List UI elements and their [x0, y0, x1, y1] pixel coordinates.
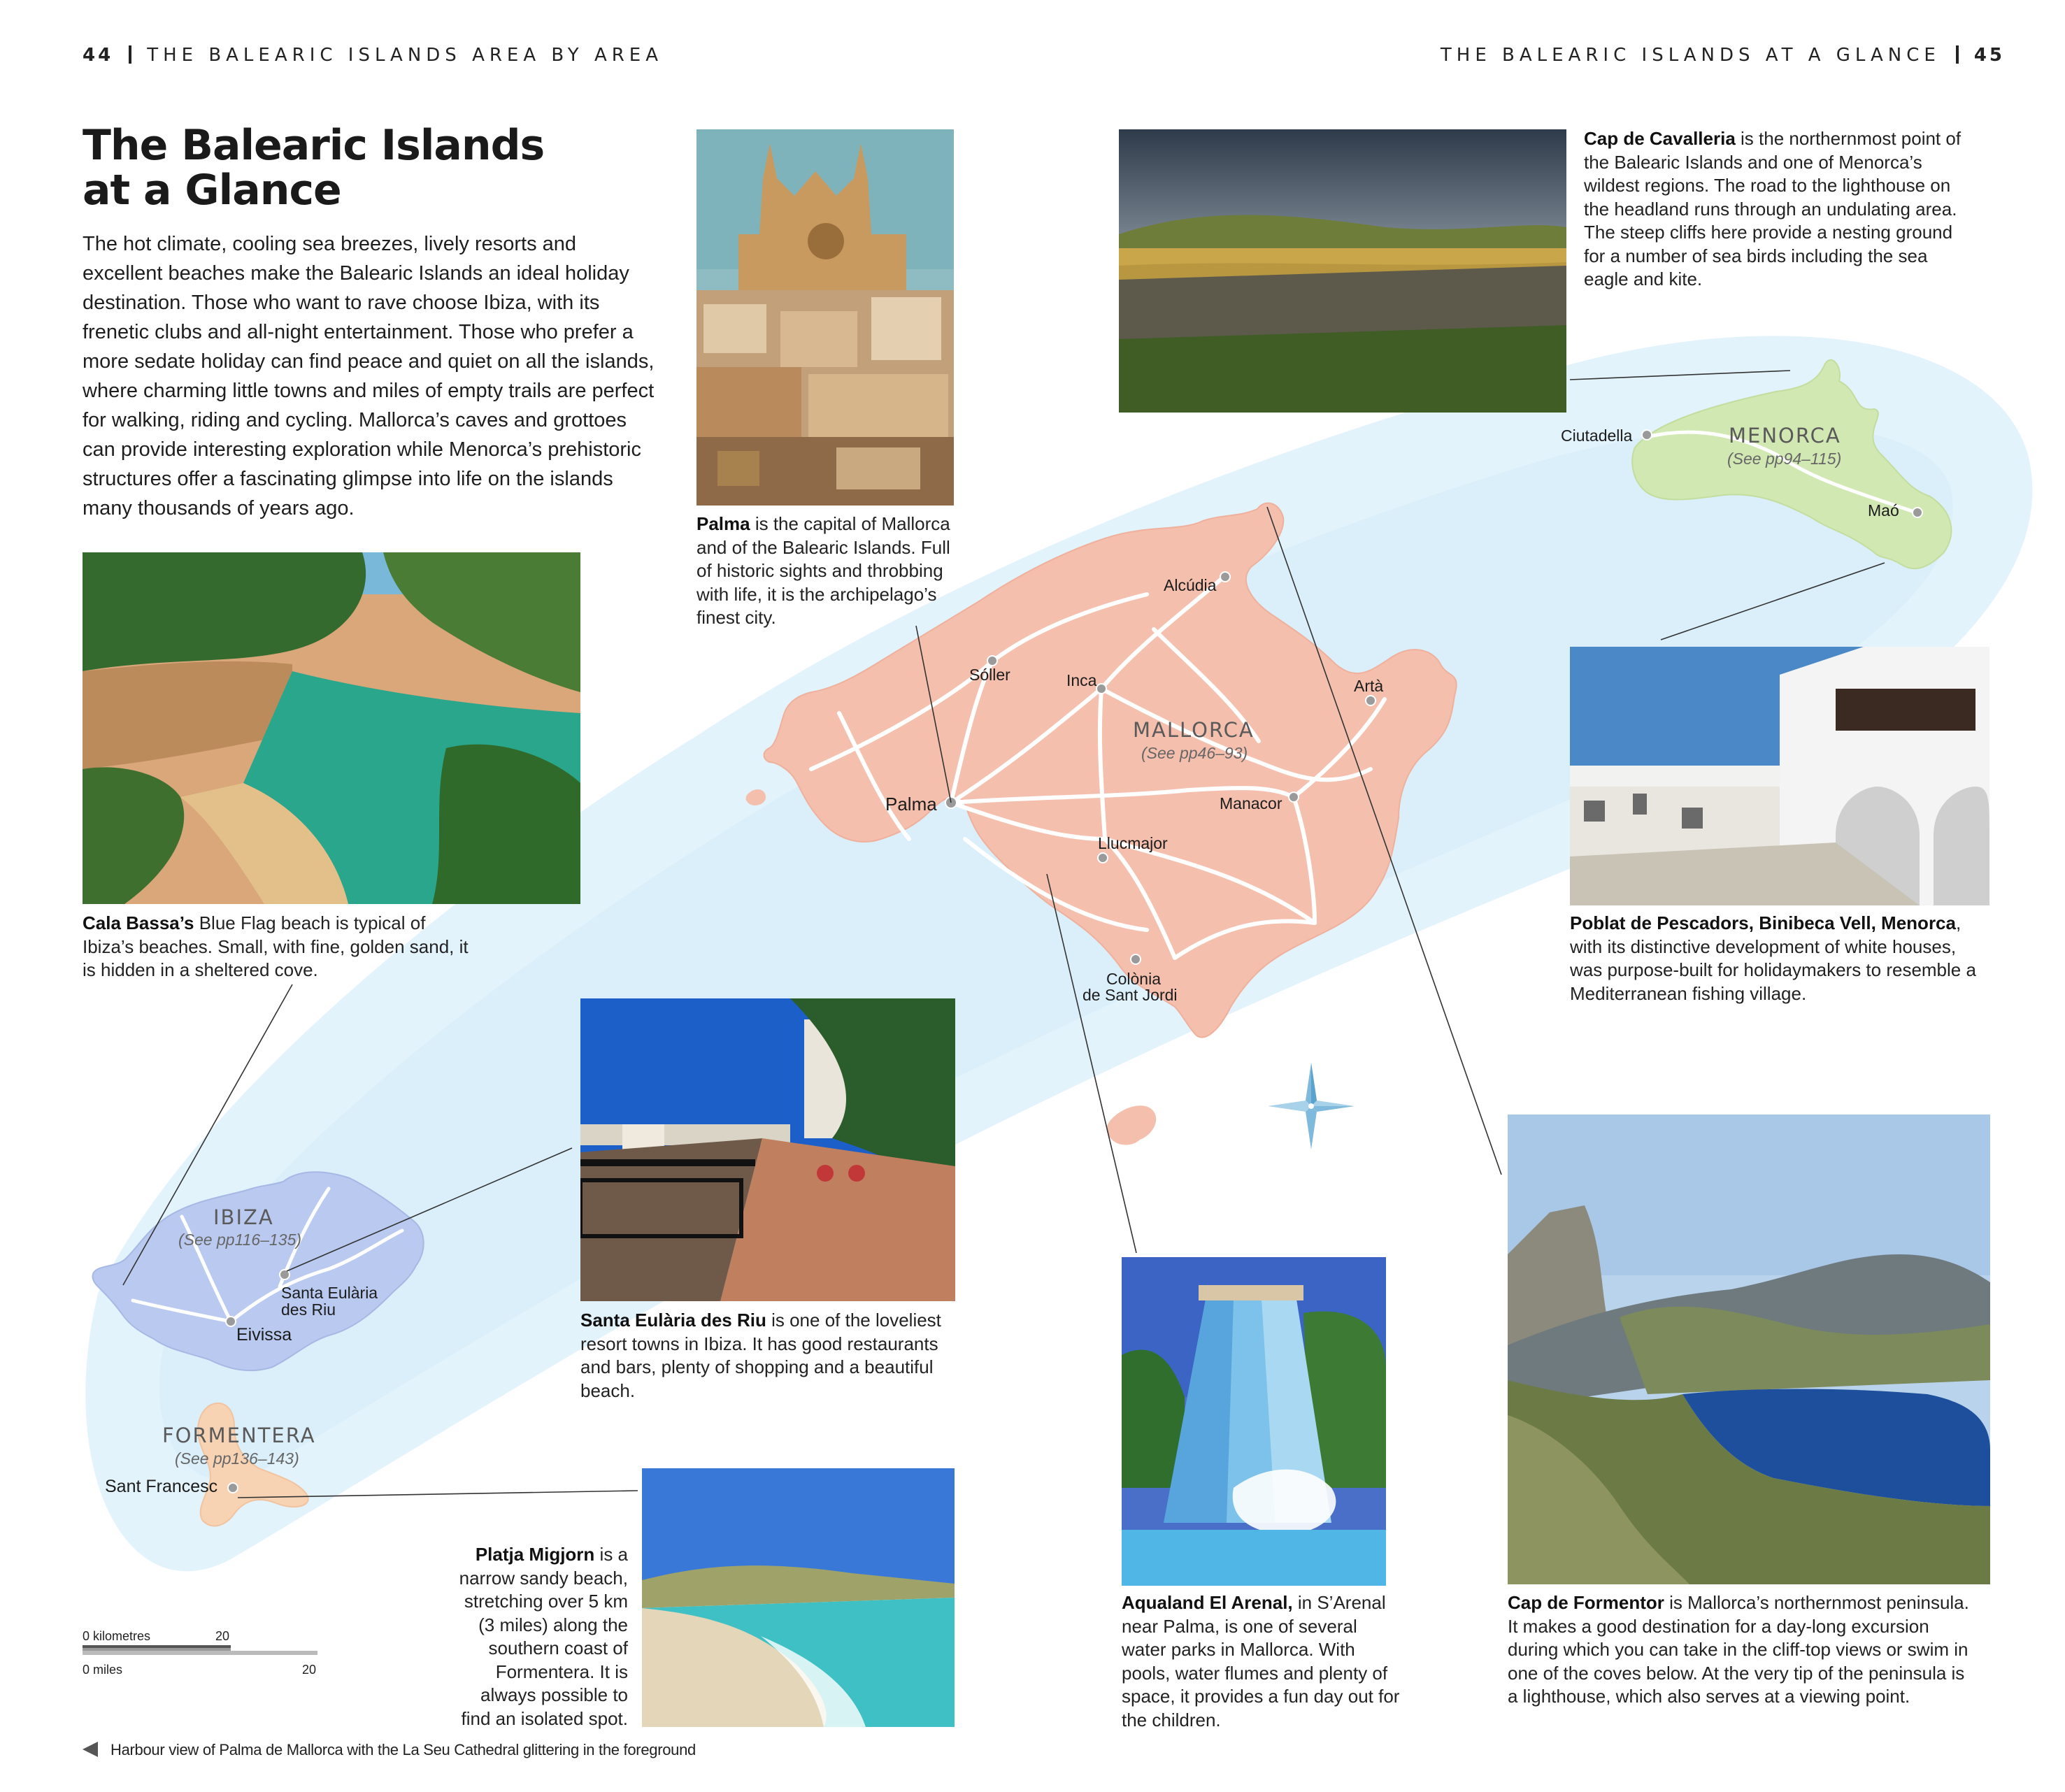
- menorca-label: MENORCA: [1729, 424, 1841, 447]
- formentera-label: FORMENTERA: [162, 1424, 316, 1447]
- footnote-text: Harbour view of Palma de Mallorca with the La Seu Cathedral glittering in the foreground: [110, 1741, 696, 1758]
- town-santa-eularia-line2: des Riu: [281, 1300, 336, 1319]
- caption-text: is the northernmost point of the Balearic Islands and one of Menorca’s wildest regions. The road to the lighthouse on the headland runs through an undulating area. The steep cliffs here provide a nesting ground for a number of sea birds including the sea eagle and kite.: [1584, 128, 1962, 289]
- mallorca-label: MALLORCA: [1133, 718, 1255, 742]
- aqualand-caption: [1122, 1591, 1401, 1732]
- caption-title: Cap de Cavalleria: [1584, 128, 1736, 149]
- cap-formentor-caption: [1508, 1591, 1969, 1709]
- palma-caption: [696, 512, 955, 630]
- town-llucmajor: Llucmajor: [1098, 834, 1168, 852]
- scale-mi-label: 0 miles: [83, 1663, 123, 1677]
- caption-text: in S’Arenal near Palma, is one of several water parks in Mallorca. With pools, water flumes and plenty of space, it provides a fun day out for the children.: [1122, 1592, 1400, 1730]
- town-mao: Maó: [1868, 501, 1899, 519]
- caption-title: Poblat de Pescadors, Binibeca Vell, Menorca: [1570, 912, 1956, 933]
- poblat-caption: [1570, 912, 1989, 1005]
- caption-text: is the capital of Mallorca and of the Balearic Islands. Full of historic sights and throbbing with life, it is the archipelago’s finest city.: [696, 513, 950, 628]
- compass-rose-icon: [1268, 1063, 1355, 1149]
- right-section-title: THE BALEARIC ISLANDS AT A GLANCE: [1440, 45, 1941, 66]
- caption-text: is a narrow sandy beach, stretching over 5 km (3 miles) along the southern coast of Formentera. It is always possible to find an isolated spot.: [459, 1544, 628, 1729]
- ibiza-page-ref: (See pp116–135): [178, 1231, 302, 1249]
- title-line: at a Glance: [83, 166, 341, 215]
- town-ciutadella: Ciutadella: [1561, 427, 1633, 445]
- scale-bar: [83, 1645, 317, 1655]
- palma-cathedral-photo: [696, 129, 954, 506]
- santa-eularia-photo: [580, 998, 955, 1301]
- cap-cavalleria-caption: [1584, 127, 1968, 292]
- cap-formentor-photo: [1508, 1114, 1990, 1584]
- caption-title: Platja Migjorn: [475, 1544, 595, 1565]
- caption-title: Aqualand El Arenal,: [1122, 1592, 1293, 1613]
- menorca-page-ref: (See pp94–115): [1727, 450, 1842, 468]
- intro-paragraph: The hot climate, cooling sea breezes, lively resorts and excellent beaches make the Balearic Islands an ideal holiday destination. Those who want to rave choose Ibiza, with its frenetic clubs and all-night entertainment. Those who prefer a more sedate holiday can find peace and quiet on all the islands, where charming little towns and miles of empty trails are perfect for walking, riding and cycling. Mallorca’s caves and grottoes can provide interesting exploration while Menorca’s prehistoric structures offer a fascinating glimpse into life on the islands many thousands of years ago.: [83, 233, 655, 519]
- scale-km-label: 0 kilometres: [83, 1629, 151, 1643]
- scale-km-value: 20: [215, 1629, 230, 1643]
- town-santa-eularia: Santa Eulària: [281, 1284, 378, 1302]
- footnote: [83, 1741, 696, 1759]
- caption-title: Palma: [696, 513, 750, 534]
- caption-title: Santa Eulària des Riu: [580, 1310, 766, 1331]
- town-soller: Sóller: [969, 666, 1010, 684]
- scale-mi-value: 20: [302, 1663, 317, 1677]
- cala-bassa-photo: [83, 552, 580, 904]
- caption-text: is one of the loveliest resort towns in Ibiza. It has good restaurants and bars, plenty of shopping and a beautiful beach.: [580, 1310, 941, 1401]
- caption-text: is Mallorca’s northernmost peninsula. It makes a good destination for a day-long excursion during which you can take in the cliff-top views or swim in one of the coves below. At the very tip of the peninsula is a lighthouse, which also serves at a viewing point.: [1508, 1592, 1969, 1707]
- caption-text: , with its distinctive development of white houses, was purpose-built for holidaymakers to resemble a Mediterranean fishing village.: [1570, 912, 1976, 1004]
- town-colonia: Colònia: [1106, 970, 1161, 988]
- platja-migjorn-photo: [642, 1468, 955, 1727]
- cap-cavalleria-photo: [1119, 129, 1566, 413]
- caption-title: Cala Bassa’s: [83, 912, 194, 933]
- town-arta: Artà: [1354, 677, 1384, 695]
- caption-text: Blue Flag beach is typical of Ibiza’s beaches. Small, with fine, golden sand, it is hidden in a sheltered cove.: [83, 912, 469, 980]
- town-sant-francesc: Sant Francesc: [105, 1477, 218, 1496]
- caption-title: Cap de Formentor: [1508, 1592, 1664, 1613]
- left-arrow-icon: [83, 1742, 98, 1757]
- formentera-page-ref: (See pp136–143): [175, 1449, 299, 1468]
- town-eivissa: Eivissa: [236, 1325, 292, 1345]
- town-palma: Palma: [885, 794, 937, 815]
- cabrera-island: [1107, 1105, 1157, 1145]
- santa-eularia-caption: [580, 1309, 958, 1403]
- left-page-number: 44: [83, 45, 114, 66]
- town-alcudia: Alcúdia: [1164, 576, 1217, 594]
- platja-migjorn-caption: [448, 1543, 628, 1730]
- mallorca-page-ref: (See pp46–93): [1141, 744, 1248, 762]
- town-colonia-line2: de Sant Jordi: [1082, 986, 1178, 1004]
- town-inca: Inca: [1066, 671, 1097, 689]
- title-line: The Balearic Islands: [83, 121, 545, 170]
- cala-bassa-caption: [83, 912, 474, 982]
- left-section-title: THE BALEARIC ISLANDS AREA BY AREA: [147, 45, 664, 66]
- town-manacor: Manacor: [1220, 794, 1282, 812]
- aqualand-photo: [1122, 1257, 1386, 1586]
- poblat-pescadors-photo: [1570, 647, 1989, 905]
- ibiza-label: IBIZA: [213, 1205, 274, 1229]
- right-page-number: 45: [1973, 45, 2005, 66]
